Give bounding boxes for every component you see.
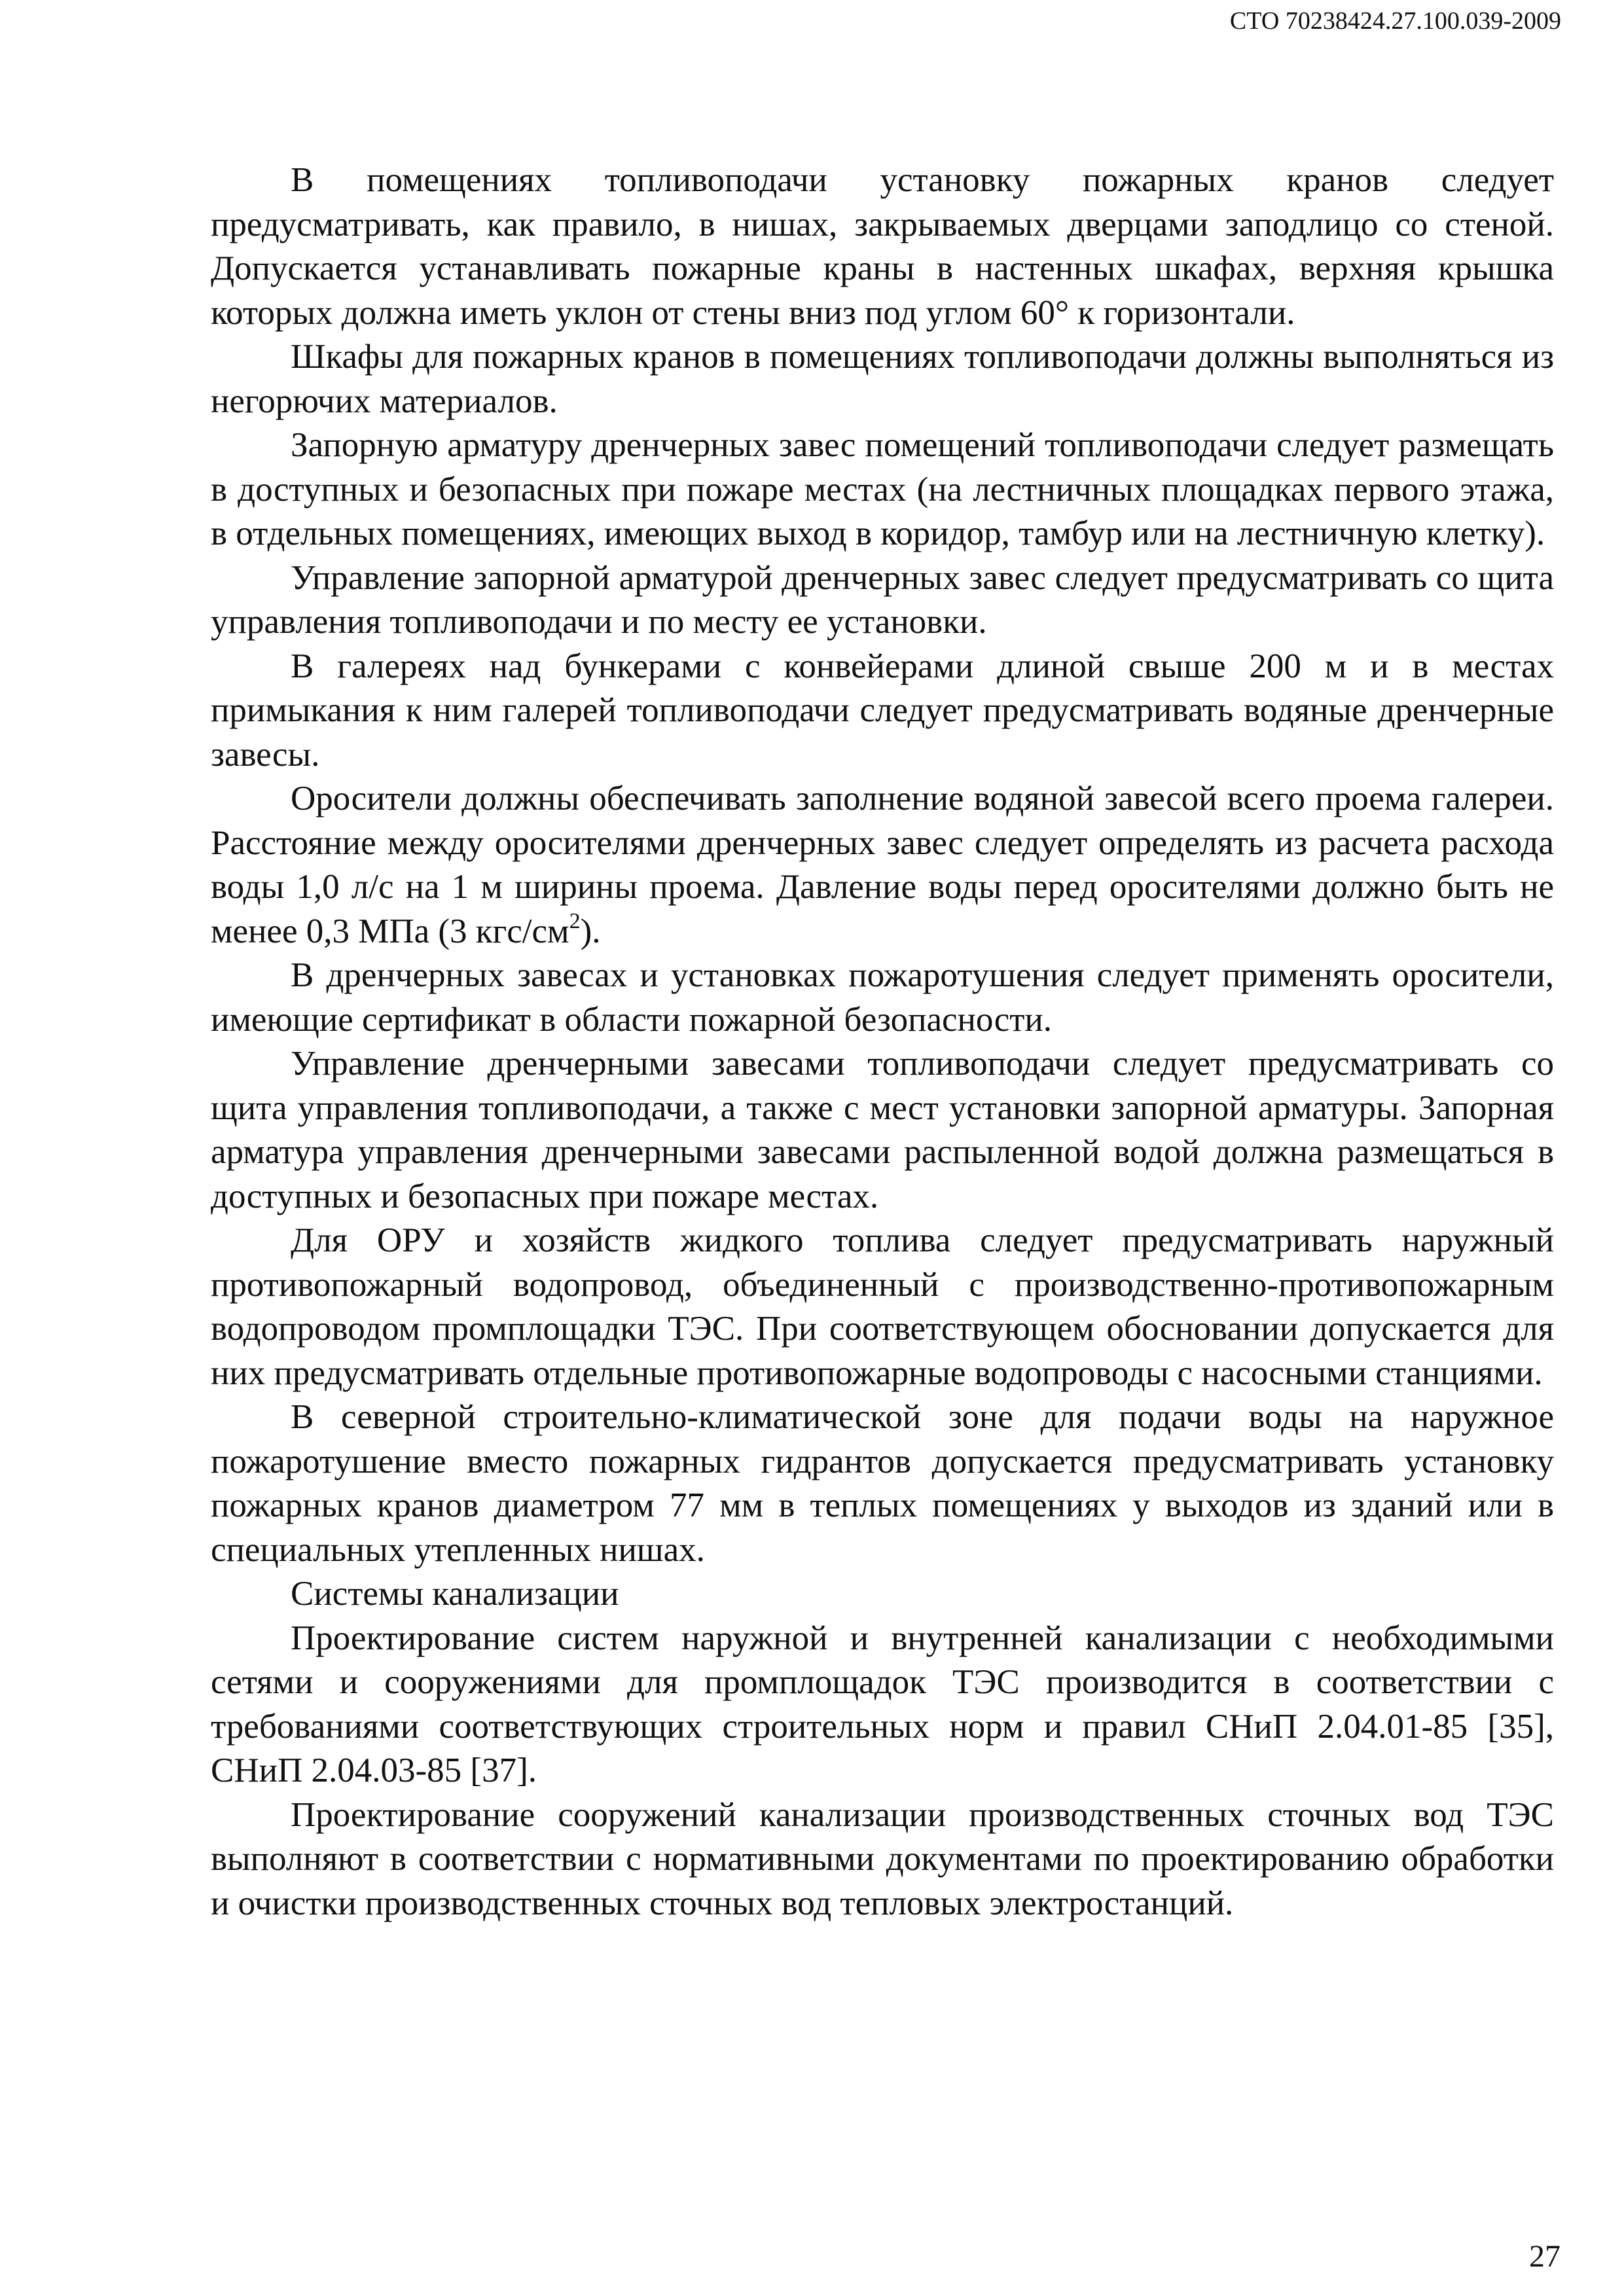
paragraph-outdoor-water-supply: Для ОРУ и хозяйств жидкого топлива следует предусматривать наружный противопожарный водопровод, объединенный с производственно-противопожарным водопроводом промплощадки ТЭС. При соответствующем обосновании допускается для них предусматривать отдельные противопожарные водопроводы с насосными станциями. [211,1221,1554,1392]
paragraph-northern-zone: В северной строительно-климатической зоне для подачи воды на наружное пожаротушение вместо пожарных гидрантов допускается предусматривать установку пожарных кранов диаметром 77 мм в теплых помещениях у выходов из зданий или в специальных утепленных нишах. [211,1398,1554,1569]
page-number: 27 [1529,2239,1561,2274]
paragraph-shutoff-valves-control: Управление запорной арматурой дренчерных завес следует предусматривать со щита управления топливоподачи и по месту ее установки. [211,558,1554,641]
paragraph-sewerage-design: Проектирование систем наружной и внутренней канализации с необходимыми сетями и сооружениями для промплощадок ТЭС производится в соответствии с требованиями соответствующих строительных норм и правил СНиП 2.04.01-85 [35], СНиП 2.04.03-85 [37]. [211,1619,1554,1789]
paragraph-certified-sprinklers: В дренчерных завесах и установках пожаротушения следует применять оросители, имеющие сертификат в области пожарной безопасности. [211,956,1554,1039]
paragraph-shutoff-valves-placement: Запорную арматуру дренчерных завес помещений топливоподачи следует размещать в доступных и безопасных при пожаре местах (на лестничных площадках первого этажа, в отдельных помещениях, имеющих выход в коридор, тамбур или на лестничную клетку). [211,426,1554,552]
paragraph-gallery-curtains: В галереях над бункерами с конвейерами длиной свыше 200 м и в местах примыкания к ним галерей топливоподачи следует предусматривать водяные дренчерные завесы. [211,647,1554,774]
section-heading-sewerage: Системы канализации [291,1575,619,1613]
paragraph-sprinklers-tail: ). [580,912,601,950]
unit-superscript: 2 [569,908,581,933]
paragraph-sprinklers-pressure [211,777,1554,954]
paragraph-hydrant-cabinets: Шкафы для пожарных кранов в помещениях топливоподачи должны выполняться из негорючих материалов. [211,338,1554,420]
document-body [211,158,1554,1926]
paragraph-industrial-wastewater: Проектирование сооружений канализации производственных сточных вод ТЭС выполняют в соответствии с нормативными документами по проектированию обработки и очистки производственных сточных вод тепловых электростанций. [211,1795,1554,1922]
paragraph-curtains-control: Управление дренчерными завесами топливоподачи следует предусматривать со щита управления топливоподачи, а также с мест установки запорной арматуры. Запорная арматура управления дренчерными завесами распыленной водой должна размещаться в доступных и безопасных при пожаре местах. [211,1045,1554,1215]
paragraph-sprinklers-text: Оросители должны обеспечивать заполнение водяной завесой всего проема галереи. Расстояние между оросителями дренчерных завес следует определять из расчета расхода воды 1,0 л/с на 1 м ширины проема. Давление воды перед оросителями должно быть не менее 0,3 МПа (3 кгс/см [211,780,1554,950]
paragraph-fire-hydrants-niches: В помещениях топливоподачи установку пожарных кранов следует предусматривать, как правило, в нишах, закрываемых дверцами заподлицо со стеной. Допускается устанавливать пожарные краны в настенных шкафах, верхняя крышка которых должна иметь уклон от стены вниз под углом 60° к горизонтали. [211,161,1554,332]
document-code: СТО 70238424.27.100.039-2009 [1229,7,1561,35]
